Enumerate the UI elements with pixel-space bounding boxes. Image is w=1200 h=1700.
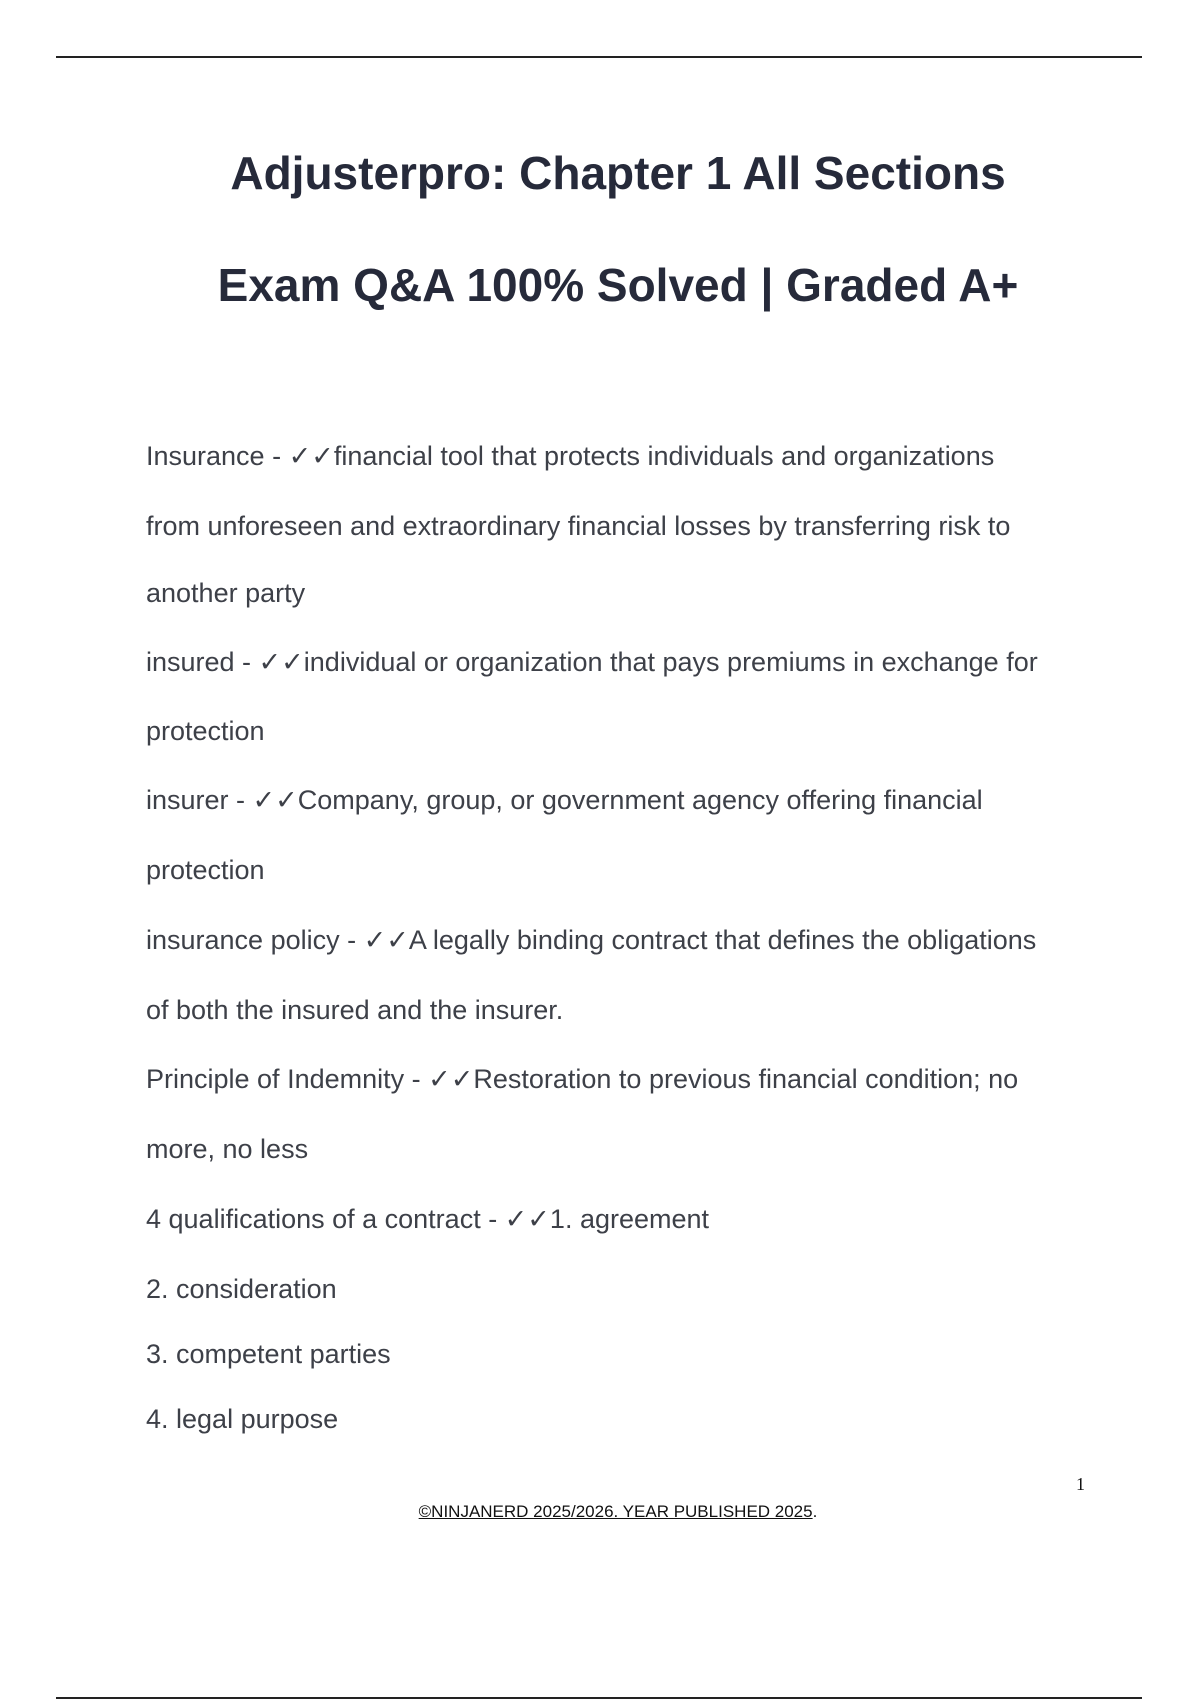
top-rule — [56, 56, 1142, 58]
list-item: 3. competent parties — [146, 1339, 391, 1369]
body-line-insurance-definition: Insurance - ✓✓financial tool that protects individuals and organizations — [146, 441, 995, 471]
document-title-line-2: Exam Q&A 100% Solved | Graded A+ — [217, 259, 1019, 311]
body-line-principle-of-indemnity: Principle of Indemnity - ✓✓Restoration to previous financial condition; no — [146, 1064, 1019, 1094]
body-line: protection — [146, 855, 265, 885]
list-item: 4. legal purpose — [146, 1404, 339, 1434]
body-line-insurance-policy-definition: insurance policy - ✓✓A legally binding contract that defines the obligations — [146, 925, 1037, 955]
body-line: protection — [146, 716, 265, 746]
body-line: of both the insured and the insurer. — [146, 995, 564, 1025]
copyright-footer-text: ©NINJANERD 2025/2026. YEAR PUBLISHED 2025 — [418, 1502, 813, 1521]
document-title-line-1: Adjusterpro: Chapter 1 All Sections — [230, 147, 1006, 199]
body-line-insured-definition: insured - ✓✓individual or organization that pays premiums in exchange for — [146, 647, 1038, 677]
body-line: more, no less — [146, 1134, 309, 1164]
copyright-footer — [0, 1503, 1200, 1520]
copyright-footer-period: . — [812, 1502, 818, 1521]
bottom-rule — [56, 1697, 1142, 1699]
page-number: 1 — [1076, 1474, 1085, 1494]
list-item: 2. consideration — [146, 1274, 337, 1304]
body-line-insurer-definition: insurer - ✓✓Company, group, or government agency offering financial — [146, 785, 983, 815]
body-line: from unforeseen and extraordinary financial losses by transferring risk to — [146, 511, 1011, 541]
body-line-contract-qualifications: 4 qualifications of a contract - ✓✓1. agreement — [146, 1204, 710, 1234]
body-line: another party — [146, 578, 306, 608]
